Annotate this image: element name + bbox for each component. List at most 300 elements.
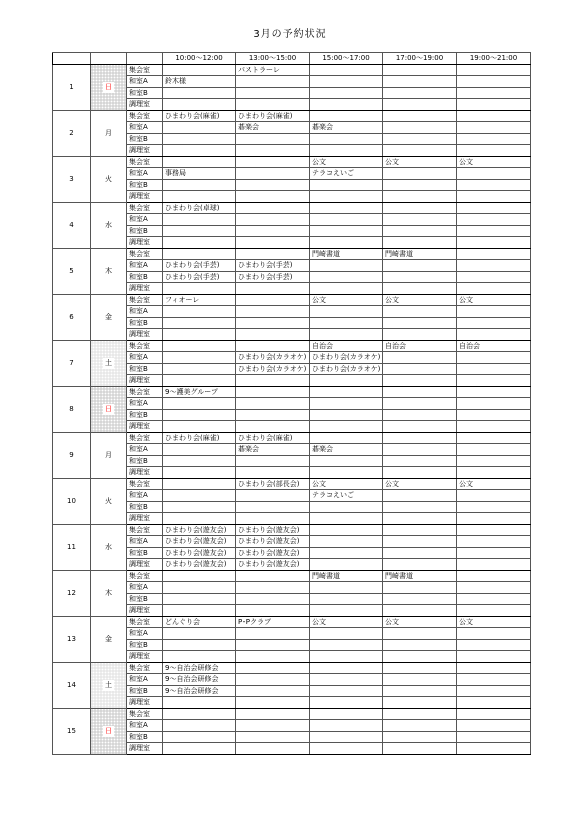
weekday-label: 土 [105,680,112,689]
weekday-label: 木 [105,588,112,597]
reservation-cell [163,421,236,433]
room-label: 和室B [127,363,163,375]
reservation-cell: ひまわり会(カラオケ) [310,363,383,375]
reservation-cell [236,87,310,99]
reservation-cell: ひまわり会(手芸) [163,260,236,272]
reservation-cell: 鈴木様 [163,76,236,88]
reservation-cell [236,202,310,214]
room-label: 和室A [127,352,163,364]
reservation-cell [383,731,457,743]
day-number: 9 [53,432,91,478]
room-label: 和室A [127,628,163,640]
room-label: 調理室 [127,421,163,433]
reservation-cell [457,639,531,651]
reservation-cell [310,662,383,674]
reservation-cell [310,225,383,237]
reservation-cell [163,317,236,329]
reservation-cell: ひまわり会(遊友会) [236,524,310,536]
room-label: 和室A [127,122,163,134]
reservation-cell [310,306,383,318]
room-label: 和室B [127,685,163,697]
reservation-cell [236,513,310,525]
reservation-cell [457,455,531,467]
room-label: 和室B [127,317,163,329]
reservation-cell: ひまわり会(手芸) [163,271,236,283]
reservation-cell: ひまわり会(手芸) [236,271,310,283]
reservation-cell [236,179,310,191]
table-row [53,294,531,306]
room-label: 集会室 [127,156,163,168]
reservation-cell [457,317,531,329]
reservation-cell [457,225,531,237]
reservation-cell [310,582,383,594]
reservation-cell [236,283,310,295]
reservation-cell: 公文 [457,478,531,490]
reservation-cell [383,363,457,375]
room-label: 和室A [127,214,163,226]
reservation-cell: 9～自治会研修会 [163,662,236,674]
reservation-cell [163,145,236,157]
reservation-cell: ひまわり会(麻雀) [163,432,236,444]
room-label: 調理室 [127,329,163,341]
reservation-cell [457,743,531,755]
reservation-cell [457,271,531,283]
reservation-cell [163,99,236,111]
reservation-cell [236,582,310,594]
reservation-cell [457,559,531,571]
reservation-cell [383,133,457,145]
reservation-cell [457,490,531,502]
reservation-cell [383,559,457,571]
room-label: 調理室 [127,743,163,755]
reservation-cell [457,662,531,674]
reservation-cell [310,317,383,329]
room-label: 和室B [127,409,163,421]
reservation-cell [310,375,383,387]
reservation-cell [163,593,236,605]
weekday-label: 月 [105,450,112,459]
weekday-cell [91,294,127,340]
reservation-cell [383,122,457,134]
room-label: 調理室 [127,467,163,479]
reservation-cell [383,179,457,191]
reservation-cell [236,570,310,582]
weekday-cell [91,386,127,432]
reservation-cell [457,386,531,398]
reservation-cell [236,248,310,260]
day-number: 3 [53,156,91,202]
reservation-cell: 9～自治会研修会 [163,685,236,697]
header-slot-1: 10:00～12:00 [163,53,236,65]
reservation-cell [310,110,383,122]
reservation-cell [383,283,457,295]
reservation-cell [457,283,531,295]
reservation-cell [236,386,310,398]
reservation-cell [163,651,236,663]
reservation-cell [383,743,457,755]
reservation-cell: ひまわり会(手芸) [236,260,310,272]
room-label: 集会室 [127,524,163,536]
reservation-cell [163,467,236,479]
reservation-cell [457,605,531,617]
reservation-cell [457,375,531,387]
room-label: 集会室 [127,570,163,582]
reservation-cell [236,501,310,513]
reservation-cell [236,628,310,640]
reservation-cell: ひまわり会(遊友会) [163,536,236,548]
room-label: 集会室 [127,432,163,444]
day-number: 4 [53,202,91,248]
reservation-cell [163,605,236,617]
reservation-cell [236,156,310,168]
reservation-cell [236,605,310,617]
weekday-cell [91,248,127,294]
room-label: 調理室 [127,697,163,709]
reservation-cell [457,99,531,111]
day-number: 7 [53,340,91,386]
reservation-cell [163,156,236,168]
reservation-cell [163,697,236,709]
reservation-cell [163,329,236,341]
reservation-cell [163,720,236,732]
reservation-cell [163,375,236,387]
reservation-cell [383,490,457,502]
weekday-label: 日 [105,404,112,413]
room-label: 和室A [127,490,163,502]
reservation-cell [236,76,310,88]
reservation-cell [383,432,457,444]
reservation-cell [457,444,531,456]
reservation-cell [457,64,531,76]
reservation-cell [383,329,457,341]
reservation-cell: 公文 [383,616,457,628]
reservation-cell [310,697,383,709]
reservation-cell [383,271,457,283]
table-row [53,570,531,582]
room-label: 調理室 [127,283,163,295]
reservation-cell: 公文 [457,616,531,628]
reservation-cell [236,651,310,663]
reservation-cell [310,133,383,145]
reservation-cell [383,662,457,674]
reservation-cell [457,76,531,88]
header-slot-2: 13:00～15:00 [236,53,310,65]
reservation-cell [383,398,457,410]
reservation-cell [236,375,310,387]
reservation-cell [236,490,310,502]
reservation-cell [310,559,383,571]
weekday-cell [91,64,127,110]
weekday-cell [91,524,127,570]
reservation-cell [236,191,310,203]
reservation-cell [236,421,310,433]
reservation-cell: ひまわり会(部長会) [236,478,310,490]
reservation-cell [236,168,310,180]
reservation-cell: ひまわり会(カラオケ) [236,363,310,375]
reservation-cell [457,329,531,341]
header-slot-3: 15:00～17:00 [310,53,383,65]
reservation-cell [457,179,531,191]
reservation-cell [457,145,531,157]
reservation-cell [236,409,310,421]
reservation-cell [383,720,457,732]
room-label: 調理室 [127,99,163,111]
reservation-cell [310,398,383,410]
reservation-cell: 碁楽会 [236,122,310,134]
reservation-cell: テラコえいご [310,168,383,180]
reservation-cell [236,237,310,249]
reservation-cell [383,76,457,88]
reservation-cell [457,260,531,272]
reservation-cell: ひまわり会(遊友会) [236,559,310,571]
reservation-cell [163,179,236,191]
reservation-cell [310,432,383,444]
reservation-cell [457,674,531,686]
reservation-cell [163,398,236,410]
room-label: 和室B [127,731,163,743]
reservation-cell [457,547,531,559]
reservation-cell [310,708,383,720]
reservation-cell: 公文 [310,156,383,168]
weekday-label: 土 [105,358,112,367]
reservation-cell: 公文 [310,616,383,628]
reservation-cell [310,271,383,283]
reservation-cell [163,478,236,490]
reservation-cell [310,639,383,651]
reservation-cell [236,398,310,410]
reservation-cell [457,421,531,433]
reservation-cell [310,99,383,111]
room-label: 集会室 [127,708,163,720]
header-cell-room [127,53,163,65]
reservation-cell: ひまわり会(麻雀) [236,432,310,444]
reservation-cell [383,651,457,663]
reservation-cell [383,708,457,720]
reservation-cell [383,214,457,226]
reservation-cell: 公文 [383,478,457,490]
reservation-cell: 碁楽会 [310,444,383,456]
reservation-cell [236,743,310,755]
reservation-cell [383,547,457,559]
reservation-cell [457,363,531,375]
reservation-cell [163,409,236,421]
reservation-cell [163,455,236,467]
reservation-cell [163,237,236,249]
reservation-cell [163,582,236,594]
reservation-cell [383,467,457,479]
reservation-cell: ひまわり会(遊友会) [236,547,310,559]
reservation-cell [163,363,236,375]
reservation-cell [383,524,457,536]
room-label: 和室A [127,536,163,548]
reservation-cell [457,237,531,249]
room-label: 集会室 [127,340,163,352]
reservation-cell [310,536,383,548]
reservation-cell [383,409,457,421]
reservation-cell [310,237,383,249]
reservation-cell: 9～自治会研修会 [163,674,236,686]
reservation-cell [310,76,383,88]
reservation-cell: ひまわり会(麻雀) [236,110,310,122]
reservation-cell [383,444,457,456]
room-label: 集会室 [127,478,163,490]
room-label: 調理室 [127,605,163,617]
room-label: 和室B [127,179,163,191]
weekday-cell [91,478,127,524]
weekday-label: 水 [105,542,112,551]
reservation-cell [310,283,383,295]
reservation-cell [383,64,457,76]
reservation-cell [236,593,310,605]
reservation-cell: 門崎書道 [310,570,383,582]
table-row [53,110,531,122]
reservation-cell: ひまわり会(遊友会) [163,547,236,559]
reservation-cell: 碁楽会 [236,444,310,456]
reservation-cell [310,329,383,341]
reservation-cell [236,639,310,651]
room-label: 和室B [127,547,163,559]
table-row [53,156,531,168]
room-label: 調理室 [127,145,163,157]
reservation-cell [457,248,531,260]
reservation-cell [310,214,383,226]
reservation-cell [457,685,531,697]
day-number: 8 [53,386,91,432]
reservation-cell [310,202,383,214]
weekday-cell [91,708,127,754]
reservation-cell [163,570,236,582]
room-label: 和室A [127,674,163,686]
room-label: 和室A [127,582,163,594]
reservation-cell [310,145,383,157]
reservation-cell [383,455,457,467]
reservation-cell [457,133,531,145]
room-label: 調理室 [127,651,163,663]
reservation-cell [236,317,310,329]
reservation-cell [457,87,531,99]
room-label: 和室B [127,133,163,145]
reservation-cell [236,674,310,686]
room-label: 集会室 [127,616,163,628]
reservation-cell [163,501,236,513]
reservation-cell [163,191,236,203]
reservation-cell: 公文 [457,156,531,168]
reservation-cell [383,110,457,122]
reservation-cell [310,87,383,99]
weekday-label: 木 [105,266,112,275]
weekday-cell [91,156,127,202]
reservation-cell: ひまわり会(麻雀) [163,110,236,122]
room-label: 和室B [127,271,163,283]
reservation-cell [383,168,457,180]
reservation-cell: 門崎書道 [383,570,457,582]
reservation-cell [457,191,531,203]
room-label: 調理室 [127,513,163,525]
reservation-cell: 碁楽会 [310,122,383,134]
weekday-label: 金 [105,312,112,321]
reservation-cell [310,628,383,640]
weekday-label: 水 [105,220,112,229]
reservation-cell [310,605,383,617]
room-label: 和室B [127,501,163,513]
reservation-cell [310,743,383,755]
reservation-cell: どんぐり会 [163,616,236,628]
reservation-cell [310,651,383,663]
weekday-label: 月 [105,128,112,137]
reservation-cell [163,490,236,502]
room-label: 集会室 [127,662,163,674]
reservation-cell [163,708,236,720]
weekday-label: 日 [105,726,112,735]
room-label: 集会室 [127,386,163,398]
reservation-cell [236,662,310,674]
room-label: 和室A [127,720,163,732]
reservation-cell [310,547,383,559]
reservation-cell [457,110,531,122]
day-number: 11 [53,524,91,570]
reservation-cell [236,133,310,145]
header-row [53,53,531,65]
reservation-cell: 公文 [383,294,457,306]
reservation-cell [236,99,310,111]
reservation-cell [310,386,383,398]
reservation-cell [383,260,457,272]
reservation-cell [383,501,457,513]
reservation-cell [457,214,531,226]
room-label: 和室A [127,260,163,272]
reservation-cell [383,317,457,329]
reservation-cell [383,225,457,237]
room-label: 集会室 [127,64,163,76]
reservation-cell [383,639,457,651]
reservation-cell [163,122,236,134]
reservation-cell [457,398,531,410]
room-label: 和室B [127,455,163,467]
reservation-cell [310,593,383,605]
reservation-cell [163,225,236,237]
table-row [53,64,531,76]
reservation-cell [163,513,236,525]
reservation-cell: ひまわり会(カラオケ) [236,352,310,364]
reservation-cell [163,283,236,295]
reservation-cell [310,720,383,732]
reservation-cell [457,708,531,720]
weekday-label: 火 [105,174,112,183]
reservation-cell [457,720,531,732]
reservation-cell [163,248,236,260]
reservation-cell [457,731,531,743]
reservation-cell [457,306,531,318]
reservation-cell [163,87,236,99]
reservation-cell [383,628,457,640]
room-label: 調理室 [127,191,163,203]
reservation-cell: 公文 [383,156,457,168]
reservation-cell [310,501,383,513]
reservation-cell [310,685,383,697]
reservation-cell [457,628,531,640]
reservation-cell [236,685,310,697]
weekday-cell [91,570,127,616]
day-number: 10 [53,478,91,524]
reservation-cell: 自治会 [310,340,383,352]
room-label: 和室A [127,76,163,88]
reservation-cell [310,674,383,686]
reservation-cell [383,674,457,686]
reservation-cell [457,352,531,364]
reservation-cell [457,513,531,525]
reservation-cell [163,731,236,743]
reservation-cell: テラコえいご [310,490,383,502]
